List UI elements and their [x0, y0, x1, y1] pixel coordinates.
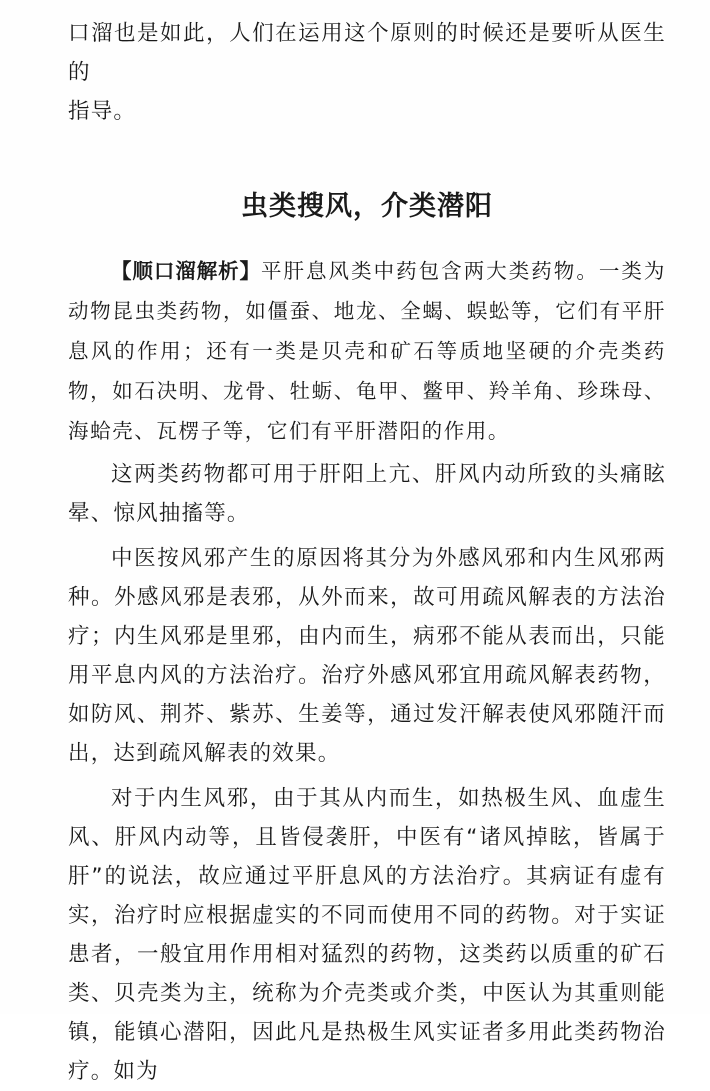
section-title: 虫类搜风，介类潜阳 — [241, 191, 493, 222]
analysis-text: 平肝息风类中药包含两大类药物。一类为动物昆虫类药物，如僵蚕、地龙、全蝎、蜈蚣等，它们有平肝息风的作用；还有一类是贝壳和矿石等质地坚硬的介壳类药物，如石决明、龙骨、牡蛎、龟甲、鳖甲、羚羊角、珍珠母、海蛤壳、瓦楞子等，它们有平肝潜阳的作用。 — [68, 259, 666, 443]
intro-line: 口溜也是如此，人们在运用这个原则的时候还是要听从医生的 — [68, 21, 666, 85]
body-paragraph: 这两类药物都可用于肝阳上亢、肝风内动所致的头痛眩晕、惊风抽搐等。 — [68, 462, 666, 526]
intro-line: 指导。 — [68, 99, 137, 124]
body-paragraph: 对于内生风邪，由于其从内而生，如热极生风、血虚生风、肝风内动等，且皆侵袭肝，中医有“诸风掉眩，皆属于肝”的说法，故应通过平肝息风的方法治疗。其病证有虚有实，治疗时应根据虚实的不同而使用不同的药物。对于实证患者，一般宜用作用相对猛烈的药物，这类药以质重的矿石类、贝壳类为主，统称为介壳类或介类，中医认为其重则能镇，能镇心潜阳，因此凡是热极生风实证者多用此类药物治疗。如为 — [68, 786, 666, 1084]
page-content — [68, 14, 666, 1091]
body-paragraph: 中医按风邪产生的原因将其分为外感风邪和内生风邪两种。外感风邪是表邪，从外而来，故可用疏风解表的方法治疗；内生风邪是里邪，由内而生，病邪不能从表而出，只能用平息内风的方法治疗。治疗外感风邪宜用疏风解表药物，如防风、荆芥、紫苏、生姜等，通过发汗解表使风邪随汗而出，达到疏风解表的效果。 — [68, 546, 666, 766]
analysis-label: 【顺口溜解析】 — [111, 259, 261, 283]
analysis-paragraph — [68, 251, 666, 451]
